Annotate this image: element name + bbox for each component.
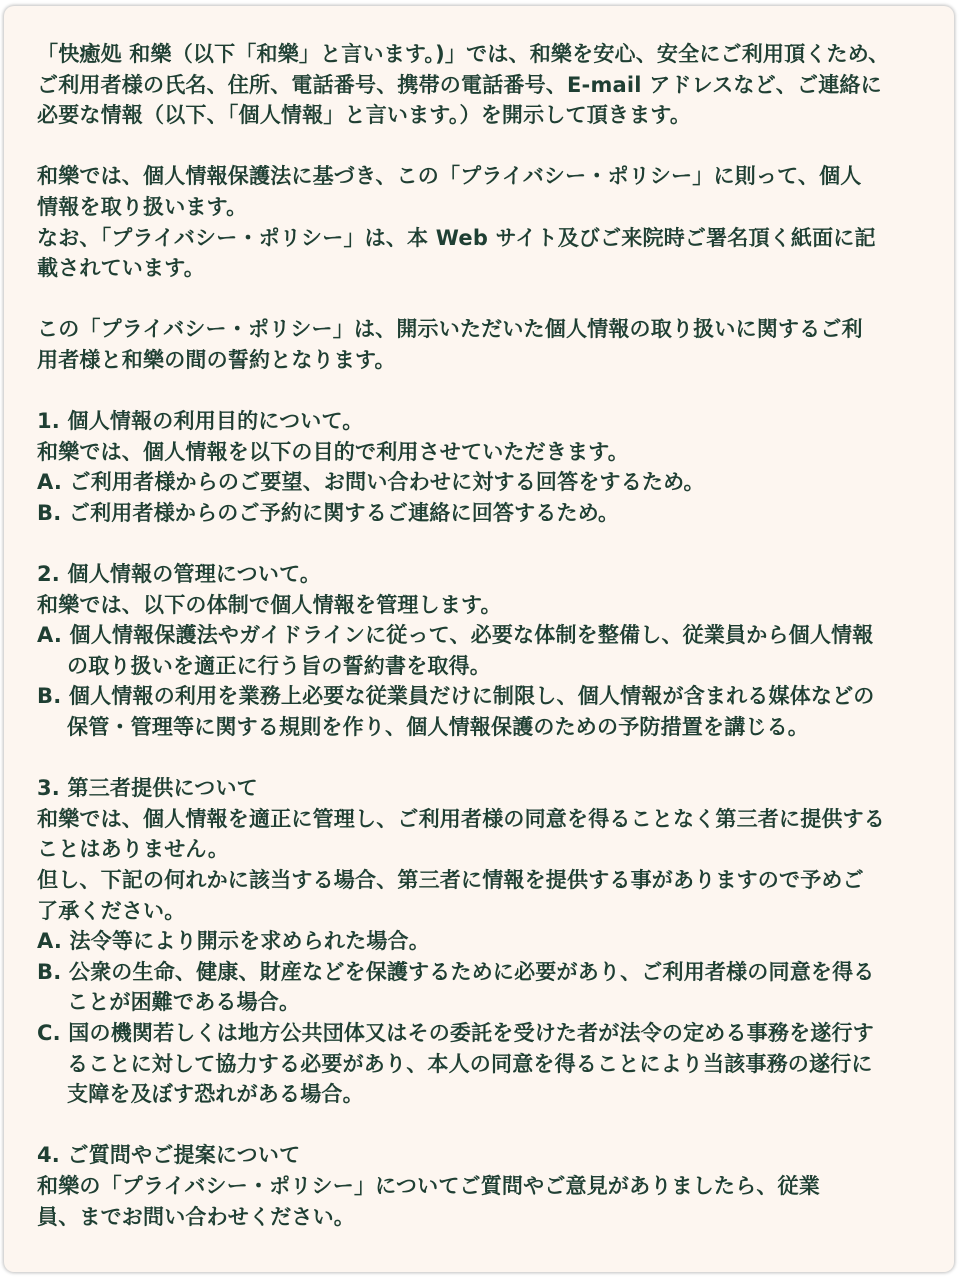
section-purpose (37, 406, 937, 528)
list-item: A. 個人情報保護法やガイドラインに従って、必要な体制を整備し、従業員から個人情報 (37, 623, 874, 648)
section-body: 和樂の「プライバシー・ポリシー」についてご質問やご意見がありましたら、従業 (37, 1173, 820, 1198)
section-heading: 4. ご質問やご提案について (37, 1143, 301, 1168)
section-body: 員、までお問い合わせください。 (37, 1204, 355, 1229)
section-heading: 1. 個人情報の利用目的について。 (37, 409, 364, 434)
section-lead: 但し、下記の何れかに該当する場合、第三者に情報を提供する事がありますので予めご (37, 868, 864, 893)
list-item: B. 個人情報の利用を業務上必要な従業員だけに制限し、個人情報が含まれる媒体などの (37, 684, 875, 709)
list-item-continuation: ることに対して協力する必要があり、本人の同意を得ることにより当該事務の遂行に (67, 1051, 873, 1076)
basis-line: 和樂では、個人情報保護法に基づき、この「プライバシー・ポリシー」に則って、個人 (37, 164, 862, 189)
intro-line: 必要な情報（以下、「個人情報」と言います。）を開示して頂きます。 (37, 103, 692, 128)
section-lead: 和樂では、個人情報を以下の目的で利用させていただきます。 (37, 439, 629, 464)
section-management (37, 559, 937, 743)
basis-line: 載されています。 (37, 256, 205, 281)
policy-card (4, 6, 954, 1272)
privacy-policy-text (37, 39, 937, 1263)
list-item: B. ご利用者様からのご予約に関するご連絡に回答するため。 (37, 500, 620, 525)
section-third-party (37, 773, 937, 1110)
list-item: B. 公衆の生命、健康、財産などを保護するために必要があり、ご利用者様の同意を得る (37, 959, 875, 984)
intro-line: 「快癒処 和樂（以下「和樂」と言います。)」では、和樂を安心、安全にご利用頂くため、 (37, 42, 890, 66)
basis-line: なお、「プライバシー・ポリシー」は、本 Web サイト及びご来院時ご署名頂く紙面に記 (37, 225, 876, 250)
list-item-continuation: の取り扱いを適正に行う旨の誓約書を取得。 (67, 653, 491, 678)
section-lead: 和樂では、以下の体制で個人情報を管理します。 (37, 592, 502, 617)
intro-line: ご利用者様の氏名、住所、電話番号、携帯の電話番号、E-mail アドレスなど、ご連絡に (37, 72, 882, 97)
intro-paragraph (37, 39, 937, 131)
pledge-line: 用者様と和樂の間の誓約となります。 (37, 347, 396, 372)
list-item: A. ご利用者様からのご要望、お問い合わせに対する回答をするため。 (37, 470, 705, 495)
section-lead: 了承ください。 (37, 898, 186, 923)
section-lead: 和樂では、個人情報を適正に管理し、ご利用者様の同意を得ることなく第三者に提供する (37, 806, 885, 831)
list-item-continuation: 支障を及ぼす恐れがある場合。 (67, 1082, 364, 1107)
section-lead: ことはありません。 (37, 837, 230, 862)
list-item: A. 法令等により開示を求められた場合。 (37, 929, 430, 954)
basis-line: 情報を取り扱います。 (37, 194, 248, 219)
pledge-paragraph (37, 314, 937, 375)
section-heading: 3. 第三者提供について (37, 776, 258, 801)
list-item-continuation: ことが困難である場合。 (67, 990, 301, 1015)
section-heading: 2. 個人情報の管理について。 (37, 562, 322, 587)
section-inquiries (37, 1140, 937, 1232)
list-item-continuation: 保管・管理等に関する規則を作り、個人情報保護のための予防措置を講じる。 (67, 715, 809, 740)
pledge-line: この「プライバシー・ポリシー」は、開示いただいた個人情報の取り扱いに関するご利 (37, 317, 863, 342)
list-item: C. 国の機関若しくは地方公共団体又はその委託を受けた者が法令の定める事務を遂行す (37, 1021, 874, 1045)
basis-paragraph (37, 161, 937, 283)
